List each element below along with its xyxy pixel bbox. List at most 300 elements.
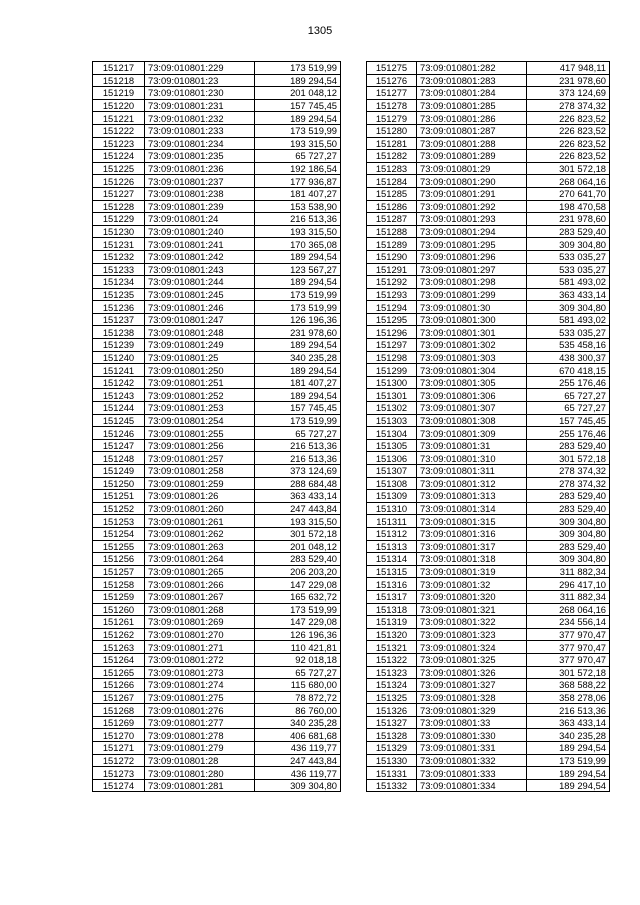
row-number-cell: 151251 (93, 490, 145, 503)
row-number-cell: 151312 (367, 527, 417, 540)
cadastral-number-cell: 73:09:010801:271 (145, 641, 255, 654)
row-number-cell: 151274 (93, 779, 145, 792)
cadastral-number-cell: 73:09:010801:306 (417, 389, 527, 402)
row-number-cell: 151217 (93, 62, 145, 75)
row-number-cell: 151290 (367, 250, 417, 263)
value-cell: 192 186,54 (255, 162, 341, 175)
row-number-cell: 151229 (93, 213, 145, 226)
row-number-cell: 151236 (93, 301, 145, 314)
row-number-cell: 151269 (93, 716, 145, 729)
value-cell: 377 970,47 (527, 628, 610, 641)
row-number-cell: 151278 (367, 99, 417, 112)
row-number-cell: 151259 (93, 590, 145, 603)
row-number-cell: 151309 (367, 490, 417, 503)
value-cell: 247 443,84 (255, 502, 341, 515)
row-number-cell: 151225 (93, 162, 145, 175)
table-row (367, 326, 610, 339)
value-cell: 173 519,99 (255, 62, 341, 75)
row-number-cell: 151304 (367, 427, 417, 440)
row-number-cell: 151276 (367, 74, 417, 87)
cadastral-number-cell: 73:09:010801:303 (417, 351, 527, 364)
cadastral-number-cell: 73:09:010801:33 (417, 716, 527, 729)
table-row (93, 641, 341, 654)
cadastral-number-cell: 73:09:010801:301 (417, 326, 527, 339)
value-cell: 173 519,99 (255, 414, 341, 427)
value-cell: 581 493,02 (527, 313, 610, 326)
cadastral-number-cell: 73:09:010801:233 (145, 124, 255, 137)
table-row (367, 767, 610, 780)
cadastral-number-cell: 73:09:010801:334 (417, 779, 527, 792)
table-row (367, 187, 610, 200)
row-number-cell: 151308 (367, 477, 417, 490)
value-cell: 193 315,50 (255, 225, 341, 238)
value-cell: 65 727,27 (527, 402, 610, 415)
cadastral-number-cell: 73:09:010801:320 (417, 590, 527, 603)
row-number-cell: 151218 (93, 74, 145, 87)
cadastral-number-cell: 73:09:010801:290 (417, 175, 527, 188)
value-cell: 296 417,10 (527, 578, 610, 591)
cadastral-number-cell: 73:09:010801:241 (145, 238, 255, 251)
table-row (93, 364, 341, 377)
table-row (93, 704, 341, 717)
table-row (93, 213, 341, 226)
row-number-cell: 151273 (93, 767, 145, 780)
table-row (93, 565, 341, 578)
value-cell: 283 529,40 (527, 502, 610, 515)
row-number-cell: 151240 (93, 351, 145, 364)
row-number-cell: 151285 (367, 187, 417, 200)
table-row (367, 150, 610, 163)
row-number-cell: 151253 (93, 515, 145, 528)
row-number-cell: 151328 (367, 729, 417, 742)
table-row (93, 112, 341, 125)
row-number-cell: 151224 (93, 150, 145, 163)
table-row (367, 666, 610, 679)
cadastral-number-cell: 73:09:010801:28 (145, 754, 255, 767)
table-row (367, 477, 610, 490)
row-number-cell: 151298 (367, 351, 417, 364)
cadastral-number-cell: 73:09:010801:324 (417, 641, 527, 654)
cadastral-number-cell: 73:09:010801:266 (145, 578, 255, 591)
table-row (367, 553, 610, 566)
table-row (93, 301, 341, 314)
table-row (93, 767, 341, 780)
table-row (367, 376, 610, 389)
registry-table-right (366, 61, 610, 792)
cadastral-number-cell: 73:09:010801:25 (145, 351, 255, 364)
row-number-cell: 151219 (93, 87, 145, 100)
cadastral-number-cell: 73:09:010801:292 (417, 200, 527, 213)
table-row (367, 276, 610, 289)
value-cell: 283 529,40 (527, 439, 610, 452)
row-number-cell: 151244 (93, 402, 145, 415)
cadastral-number-cell: 73:09:010801:242 (145, 250, 255, 263)
row-number-cell: 151283 (367, 162, 417, 175)
cadastral-number-cell: 73:09:010801:239 (145, 200, 255, 213)
table-row (93, 313, 341, 326)
table-row (93, 276, 341, 289)
row-number-cell: 151287 (367, 213, 417, 226)
value-cell: 309 304,80 (527, 527, 610, 540)
row-number-cell: 151306 (367, 452, 417, 465)
row-number-cell: 151248 (93, 452, 145, 465)
cadastral-number-cell: 73:09:010801:287 (417, 124, 527, 137)
table-row (367, 641, 610, 654)
table-row (93, 502, 341, 515)
cadastral-number-cell: 73:09:010801:327 (417, 679, 527, 692)
table-row (93, 175, 341, 188)
cadastral-number-cell: 73:09:010801:325 (417, 653, 527, 666)
cadastral-number-cell: 73:09:010801:298 (417, 276, 527, 289)
cadastral-number-cell: 73:09:010801:315 (417, 515, 527, 528)
cadastral-number-cell: 73:09:010801:264 (145, 553, 255, 566)
value-cell: 301 572,18 (527, 666, 610, 679)
value-cell: 65 727,27 (527, 389, 610, 402)
row-number-cell: 151234 (93, 276, 145, 289)
value-cell: 115 680,00 (255, 679, 341, 692)
cadastral-number-cell: 73:09:010801:299 (417, 288, 527, 301)
value-cell: 309 304,80 (527, 238, 610, 251)
value-cell: 226 823,52 (527, 137, 610, 150)
cadastral-number-cell: 73:09:010801:321 (417, 603, 527, 616)
value-cell: 157 745,45 (527, 414, 610, 427)
table-row (367, 704, 610, 717)
cadastral-number-cell: 73:09:010801:281 (145, 779, 255, 792)
row-number-cell: 151326 (367, 704, 417, 717)
value-cell: 92 018,18 (255, 653, 341, 666)
table-row (93, 691, 341, 704)
table-row (367, 137, 610, 150)
row-number-cell: 151302 (367, 402, 417, 415)
row-number-cell: 151272 (93, 754, 145, 767)
table-row (367, 490, 610, 503)
value-cell: 255 176,46 (527, 427, 610, 440)
value-cell: 406 681,68 (255, 729, 341, 742)
table-row (93, 187, 341, 200)
table-row (93, 339, 341, 352)
cadastral-number-cell: 73:09:010801:32 (417, 578, 527, 591)
cadastral-number-cell: 73:09:010801:258 (145, 465, 255, 478)
cadastral-number-cell: 73:09:010801:307 (417, 402, 527, 415)
row-number-cell: 151331 (367, 767, 417, 780)
cadastral-number-cell: 73:09:010801:276 (145, 704, 255, 717)
cadastral-number-cell: 73:09:010801:236 (145, 162, 255, 175)
cadastral-number-cell: 73:09:010801:268 (145, 603, 255, 616)
row-number-cell: 151289 (367, 238, 417, 251)
value-cell: 177 936,87 (255, 175, 341, 188)
cadastral-number-cell: 73:09:010801:293 (417, 213, 527, 226)
value-cell: 65 727,27 (255, 427, 341, 440)
cadastral-number-cell: 73:09:010801:234 (145, 137, 255, 150)
row-number-cell: 151242 (93, 376, 145, 389)
row-number-cell: 151266 (93, 679, 145, 692)
value-cell: 283 529,40 (527, 540, 610, 553)
cadastral-number-cell: 73:09:010801:229 (145, 62, 255, 75)
row-number-cell: 151227 (93, 187, 145, 200)
value-cell: 173 519,99 (255, 603, 341, 616)
value-cell: 373 124,69 (255, 465, 341, 478)
registry-table-left (92, 61, 341, 792)
cadastral-number-cell: 73:09:010801:244 (145, 276, 255, 289)
value-cell: 189 294,54 (527, 742, 610, 755)
table-row (367, 439, 610, 452)
row-number-cell: 151327 (367, 716, 417, 729)
cadastral-number-cell: 73:09:010801:326 (417, 666, 527, 679)
table-row (93, 288, 341, 301)
value-cell: 216 513,36 (255, 213, 341, 226)
value-cell: 283 529,40 (527, 490, 610, 503)
row-number-cell: 151282 (367, 150, 417, 163)
table-row (367, 351, 610, 364)
cadastral-number-cell: 73:09:010801:333 (417, 767, 527, 780)
row-number-cell: 151235 (93, 288, 145, 301)
cadastral-number-cell: 73:09:010801:331 (417, 742, 527, 755)
table-row (93, 238, 341, 251)
cadastral-number-cell: 73:09:010801:26 (145, 490, 255, 503)
value-cell: 301 572,18 (527, 162, 610, 175)
value-cell: 311 882,34 (527, 565, 610, 578)
cadastral-number-cell: 73:09:010801:286 (417, 112, 527, 125)
cadastral-number-cell: 73:09:010801:240 (145, 225, 255, 238)
cadastral-number-cell: 73:09:010801:263 (145, 540, 255, 553)
table-row (367, 225, 610, 238)
cadastral-number-cell: 73:09:010801:294 (417, 225, 527, 238)
cadastral-number-cell: 73:09:010801:296 (417, 250, 527, 263)
row-number-cell: 151291 (367, 263, 417, 276)
table-row (367, 590, 610, 603)
row-number-cell: 151222 (93, 124, 145, 137)
cadastral-number-cell: 73:09:010801:275 (145, 691, 255, 704)
table-row (93, 653, 341, 666)
value-cell: 363 433,14 (527, 288, 610, 301)
table-row (93, 490, 341, 503)
table-row (367, 124, 610, 137)
cadastral-number-cell: 73:09:010801:265 (145, 565, 255, 578)
cadastral-number-cell: 73:09:010801:273 (145, 666, 255, 679)
row-number-cell: 151299 (367, 364, 417, 377)
row-number-cell: 151232 (93, 250, 145, 263)
row-number-cell: 151257 (93, 565, 145, 578)
cadastral-number-cell: 73:09:010801:255 (145, 427, 255, 440)
row-number-cell: 151223 (93, 137, 145, 150)
row-number-cell: 151301 (367, 389, 417, 402)
table-row (93, 74, 341, 87)
cadastral-number-cell: 73:09:010801:235 (145, 150, 255, 163)
table-row (367, 578, 610, 591)
table-row (367, 628, 610, 641)
row-number-cell: 151246 (93, 427, 145, 440)
table-row (367, 213, 610, 226)
cadastral-number-cell: 73:09:010801:329 (417, 704, 527, 717)
value-cell: 270 641,70 (527, 187, 610, 200)
row-number-cell: 151320 (367, 628, 417, 641)
table-row (93, 376, 341, 389)
value-cell: 216 513,36 (255, 439, 341, 452)
table-row (93, 616, 341, 629)
row-number-cell: 151263 (93, 641, 145, 654)
row-number-cell: 151315 (367, 565, 417, 578)
cadastral-number-cell: 73:09:010801:332 (417, 754, 527, 767)
table-row (367, 465, 610, 478)
table-row (93, 742, 341, 755)
cadastral-number-cell: 73:09:010801:231 (145, 99, 255, 112)
table-row (367, 87, 610, 100)
cadastral-number-cell: 73:09:010801:291 (417, 187, 527, 200)
cadastral-number-cell: 73:09:010801:251 (145, 376, 255, 389)
table-row (367, 565, 610, 578)
table-row (367, 427, 610, 440)
cadastral-number-cell: 73:09:010801:311 (417, 465, 527, 478)
cadastral-number-cell: 73:09:010801:243 (145, 263, 255, 276)
cadastral-number-cell: 73:09:010801:289 (417, 150, 527, 163)
cadastral-number-cell: 73:09:010801:304 (417, 364, 527, 377)
table-row (93, 465, 341, 478)
table-row (93, 729, 341, 742)
value-cell: 189 294,54 (255, 389, 341, 402)
cadastral-number-cell: 73:09:010801:248 (145, 326, 255, 339)
table-row (93, 124, 341, 137)
table-row (367, 691, 610, 704)
row-number-cell: 151329 (367, 742, 417, 755)
row-number-cell: 151281 (367, 137, 417, 150)
value-cell: 226 823,52 (527, 124, 610, 137)
page-number: 1305 (307, 25, 333, 37)
value-cell: 126 196,36 (255, 628, 341, 641)
table-row (367, 603, 610, 616)
value-cell: 283 529,40 (255, 553, 341, 566)
value-cell: 377 970,47 (527, 641, 610, 654)
row-number-cell: 151252 (93, 502, 145, 515)
value-cell: 340 235,28 (255, 351, 341, 364)
row-number-cell: 151319 (367, 616, 417, 629)
row-number-cell: 151256 (93, 553, 145, 566)
value-cell: 189 294,54 (255, 339, 341, 352)
row-number-cell: 151286 (367, 200, 417, 213)
value-cell: 670 418,15 (527, 364, 610, 377)
row-number-cell: 151233 (93, 263, 145, 276)
value-cell: 309 304,80 (255, 779, 341, 792)
table-row (93, 603, 341, 616)
table-row (367, 679, 610, 692)
table-row (367, 779, 610, 792)
table-row (93, 553, 341, 566)
table-row (367, 301, 610, 314)
value-cell: 438 300,37 (527, 351, 610, 364)
value-cell: 165 632,72 (255, 590, 341, 603)
value-cell: 173 519,99 (255, 288, 341, 301)
row-number-cell: 151321 (367, 641, 417, 654)
value-cell: 198 470,58 (527, 200, 610, 213)
row-number-cell: 151265 (93, 666, 145, 679)
table-row (367, 716, 610, 729)
row-number-cell: 151294 (367, 301, 417, 314)
table-row (93, 540, 341, 553)
row-number-cell: 151279 (367, 112, 417, 125)
value-cell: 309 304,80 (527, 553, 610, 566)
cadastral-number-cell: 73:09:010801:246 (145, 301, 255, 314)
cadastral-number-cell: 73:09:010801:272 (145, 653, 255, 666)
cadastral-number-cell: 73:09:010801:232 (145, 112, 255, 125)
row-number-cell: 151247 (93, 439, 145, 452)
row-number-cell: 151303 (367, 414, 417, 427)
value-cell: 78 872,72 (255, 691, 341, 704)
cadastral-number-cell: 73:09:010801:316 (417, 527, 527, 540)
registry-table-left-body (93, 62, 341, 792)
table-row (93, 62, 341, 75)
table-row (367, 754, 610, 767)
row-number-cell: 151316 (367, 578, 417, 591)
value-cell: 231 978,60 (255, 326, 341, 339)
table-row (367, 99, 610, 112)
value-cell: 363 433,14 (255, 490, 341, 503)
value-cell: 278 374,32 (527, 465, 610, 478)
value-cell: 126 196,36 (255, 313, 341, 326)
value-cell: 533 035,27 (527, 263, 610, 276)
cadastral-number-cell: 73:09:010801:302 (417, 339, 527, 352)
row-number-cell: 151307 (367, 465, 417, 478)
row-number-cell: 151220 (93, 99, 145, 112)
table-row (93, 779, 341, 792)
row-number-cell: 151325 (367, 691, 417, 704)
row-number-cell: 151275 (367, 62, 417, 75)
cadastral-number-cell: 73:09:010801:314 (417, 502, 527, 515)
value-cell: 189 294,54 (255, 276, 341, 289)
cadastral-number-cell: 73:09:010801:318 (417, 553, 527, 566)
cadastral-number-cell: 73:09:010801:269 (145, 616, 255, 629)
table-row (367, 288, 610, 301)
cadastral-number-cell: 73:09:010801:257 (145, 452, 255, 465)
table-row (367, 263, 610, 276)
table-row (367, 339, 610, 352)
row-number-cell: 151237 (93, 313, 145, 326)
row-number-cell: 151262 (93, 628, 145, 641)
cadastral-number-cell: 73:09:010801:237 (145, 175, 255, 188)
table-row (367, 238, 610, 251)
row-number-cell: 151330 (367, 754, 417, 767)
row-number-cell: 151226 (93, 175, 145, 188)
table-row (367, 502, 610, 515)
cadastral-number-cell: 73:09:010801:322 (417, 616, 527, 629)
cadastral-number-cell: 73:09:010801:305 (417, 376, 527, 389)
cadastral-number-cell: 73:09:010801:284 (417, 87, 527, 100)
table-row (93, 527, 341, 540)
value-cell: 340 235,28 (255, 716, 341, 729)
row-number-cell: 151270 (93, 729, 145, 742)
row-number-cell: 151254 (93, 527, 145, 540)
value-cell: 581 493,02 (527, 276, 610, 289)
table-row (367, 527, 610, 540)
row-number-cell: 151293 (367, 288, 417, 301)
value-cell: 173 519,99 (255, 124, 341, 137)
value-cell: 368 588,22 (527, 679, 610, 692)
value-cell: 193 315,50 (255, 137, 341, 150)
value-cell: 309 304,80 (527, 301, 610, 314)
table-row (93, 628, 341, 641)
row-number-cell: 151245 (93, 414, 145, 427)
value-cell: 193 315,50 (255, 515, 341, 528)
row-number-cell: 151268 (93, 704, 145, 717)
table-row (367, 452, 610, 465)
row-number-cell: 151311 (367, 515, 417, 528)
value-cell: 535 458,16 (527, 339, 610, 352)
value-cell: 189 294,54 (255, 250, 341, 263)
value-cell: 340 235,28 (527, 729, 610, 742)
value-cell: 436 119,77 (255, 742, 341, 755)
row-number-cell: 151313 (367, 540, 417, 553)
cadastral-number-cell: 73:09:010801:288 (417, 137, 527, 150)
cadastral-number-cell: 73:09:010801:313 (417, 490, 527, 503)
cadastral-number-cell: 73:09:010801:253 (145, 402, 255, 415)
